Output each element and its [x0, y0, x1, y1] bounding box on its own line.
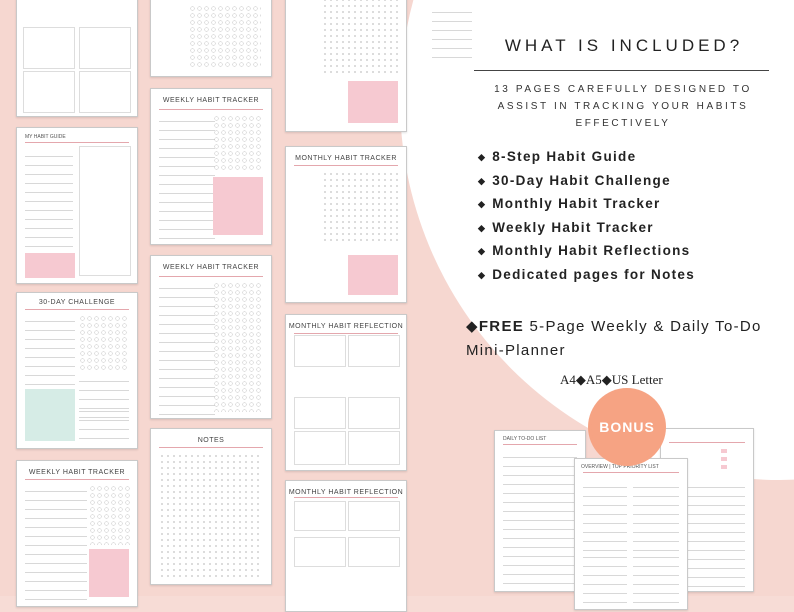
thumbnail-weekly-habit-tracker-2	[150, 255, 272, 419]
feature-item: ◆ Weekly Habit Tracker	[478, 219, 654, 235]
feature-item: ◆ Monthly Habit Reflections	[478, 243, 691, 259]
thumbnail-monthly-habit-tracker	[285, 146, 407, 303]
thumbnail-title: DAILY TO-DO LIST	[503, 436, 547, 442]
thumbnail-title: WEEKLY HABIT TRACKER	[162, 264, 260, 271]
diamond-bullet-icon: ◆	[466, 318, 479, 335]
thumbnail-title: WEEKLY HABIT TRACKER	[162, 97, 260, 104]
page-heading: WHAT IS INCLUDED?	[504, 36, 744, 55]
thumbnail-title: OVERVIEW | TOP PRIORITY LIST	[581, 464, 659, 470]
thumbnail-title: MONTHLY HABIT REFLECTION	[288, 489, 404, 496]
feature-item: ◆ 8-Step Habit Guide	[478, 149, 637, 164]
thumbnail-daily-todo	[494, 430, 586, 592]
feature-item: ◆ Monthly Habit Tracker	[478, 196, 661, 212]
thumbnail-monthly-top	[285, 0, 407, 132]
thumbnail-30-day-challenge	[16, 292, 138, 449]
thumbnail-title: MONTHLY HABIT REFLECTION	[288, 323, 404, 330]
subtitle: 13 PAGES CAREFULLY DESIGNED TO ASSIST IN TRACKING YOUR HABITS EFFECTIVELY	[494, 84, 752, 129]
thumbnail-weekly-habit-tracker-3	[16, 460, 138, 607]
diamond-bullet-icon: ◆	[478, 199, 487, 210]
thumbnail-notes	[150, 428, 272, 585]
thumbnail-title: MY HABIT GUIDE	[25, 134, 66, 140]
thumbnail-habit-guide	[16, 127, 138, 284]
thumbnail-weekly-habit-tracker-1	[150, 88, 272, 245]
thumbnail-habit-guide-top	[16, 0, 138, 117]
bonus-badge: BONUS	[591, 391, 663, 463]
feature-item: ◆ Dedicated pages for Notes	[478, 266, 696, 282]
thumbnail-monthly-habit-reflection-1	[285, 314, 407, 471]
feature-list	[478, 149, 695, 291]
free-offer-text: 5-Page Weekly & Daily To-Do Mini-Planner	[466, 318, 762, 359]
feature-item: ◆ 30-Day Habit Challenge	[478, 172, 671, 188]
thumbnail-overview-priority	[574, 458, 688, 610]
paper-sizes: A4◆A5◆US Letter	[560, 372, 663, 387]
thumbnail-title: WEEKLY HABIT TRACKER	[28, 469, 126, 476]
free-offer	[466, 315, 786, 363]
diamond-bullet-icon: ◆	[478, 246, 487, 257]
thumbnail-title: 30-DAY CHALLENGE	[38, 299, 116, 306]
diamond-bullet-icon: ◆	[478, 269, 487, 280]
diamond-bullet-icon: ◆	[478, 175, 487, 186]
decorative-lines	[432, 4, 472, 58]
thumbnail-title: NOTES	[197, 437, 225, 444]
thumbnail-title: MONTHLY HABIT TRACKER	[295, 155, 397, 162]
free-label: FREE	[478, 318, 525, 335]
thumbnail-weekly-top	[150, 0, 272, 77]
diamond-bullet-icon: ◆	[478, 152, 487, 162]
diamond-bullet-icon: ◆	[478, 222, 487, 233]
thumbnail-monthly-habit-reflection-2	[285, 480, 407, 612]
heading-divider	[474, 70, 769, 71]
